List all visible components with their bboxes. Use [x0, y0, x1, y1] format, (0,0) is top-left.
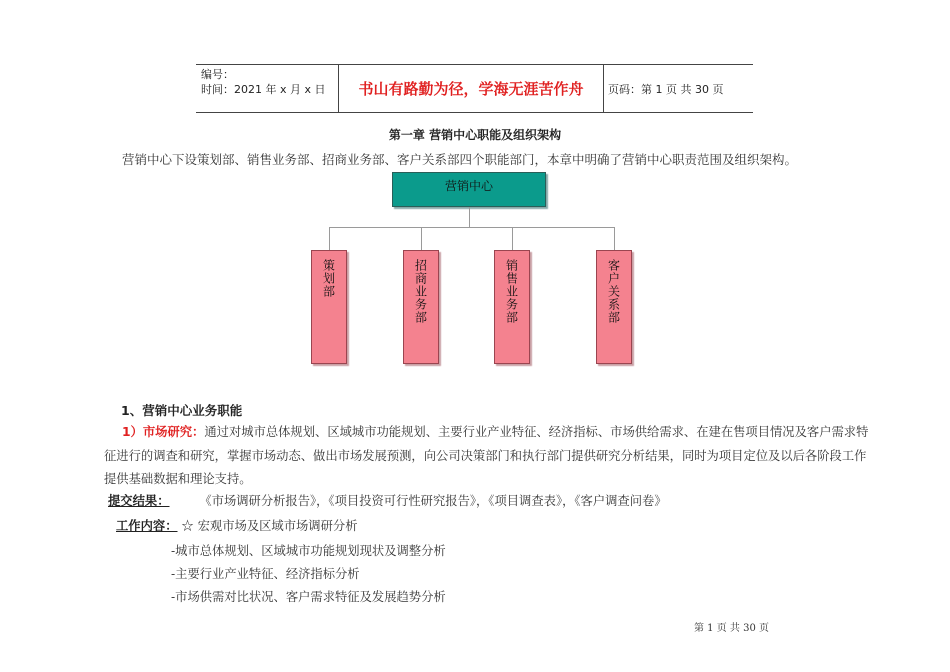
- org-root-box: [392, 172, 546, 207]
- org-root-label: 营销中心: [444, 179, 493, 193]
- chapter-title: 第一章 营销中心职能及组织架构: [388, 128, 562, 142]
- deliverables-text: 《市场调研分析报告》，《项目投资可行性研究报告》，《项目调查表》，《客户调查问卷》: [199, 494, 667, 508]
- page-footer: 第 1 页 共 30 页: [694, 623, 769, 634]
- market-research-text: 通过对城市总体规划、区域城市功能规划、主要行业产业特征、经济指标、市场供给需求、在建在售项目情况及客户需求特征进行的调查和研究，掌握市场动态、做出市场发展预测，向公司决策部门和执行部门提供研究分析结果，同时为项目定位及以后各阶段工作提供基础数据和理论支持。: [104, 425, 869, 486]
- work-content-first: ☆ 宏观市场及区域市场调研分析: [181, 519, 358, 533]
- section-title: 1、营销中心业务职能: [121, 403, 243, 418]
- header-motto: 书山有路勤为径，学海无涯苦作舟: [358, 80, 584, 98]
- market-research-lead: 1）市场研究：: [122, 425, 205, 439]
- work-item: -主要行业产业特征、经济指标分析: [171, 567, 360, 581]
- org-child-label: 策划部: [321, 259, 336, 298]
- org-child-box: [311, 250, 347, 364]
- connector-line: [421, 227, 422, 250]
- header-divider: [338, 65, 339, 112]
- market-research-paragraph: [104, 421, 874, 492]
- connector-line: [469, 207, 470, 227]
- connector-line: [614, 227, 615, 250]
- work-content-label: 工作内容：: [116, 519, 178, 533]
- intro-paragraph: 营销中心下设策划部、销售业务部、招商业务部、客户关系部四个职能部门，本章中明确了营销中心职责范围及组织架构。: [122, 152, 798, 167]
- header-divider: [603, 65, 604, 112]
- time-label: 时间：2021 年 x 月 x 日: [201, 83, 326, 96]
- org-child-label: 客户关系部: [606, 259, 621, 324]
- connector-line: [329, 227, 614, 228]
- org-child-box: [403, 250, 439, 364]
- work-item: -市场供需对比状况、客户需求特征及发展趋势分析: [171, 590, 446, 604]
- org-child-label: 销售业务部: [504, 259, 519, 324]
- header-page-label: 页码：第 1 页 共 30 页: [608, 82, 724, 96]
- number-label: 编号：: [201, 68, 234, 81]
- deliverables-row: [108, 491, 667, 509]
- org-child-box: [494, 250, 530, 364]
- org-child-box: [596, 250, 632, 364]
- deliverables-label: 提交结果：: [108, 494, 170, 508]
- work-item: -城市总体规划、区域城市功能规划现状及调整分析: [171, 544, 446, 558]
- connector-line: [329, 227, 330, 250]
- work-content-row: [116, 516, 358, 534]
- org-child-label: 招商业务部: [413, 259, 428, 324]
- header-meta: [201, 67, 326, 97]
- header-table: [196, 64, 753, 113]
- connector-line: [512, 227, 513, 250]
